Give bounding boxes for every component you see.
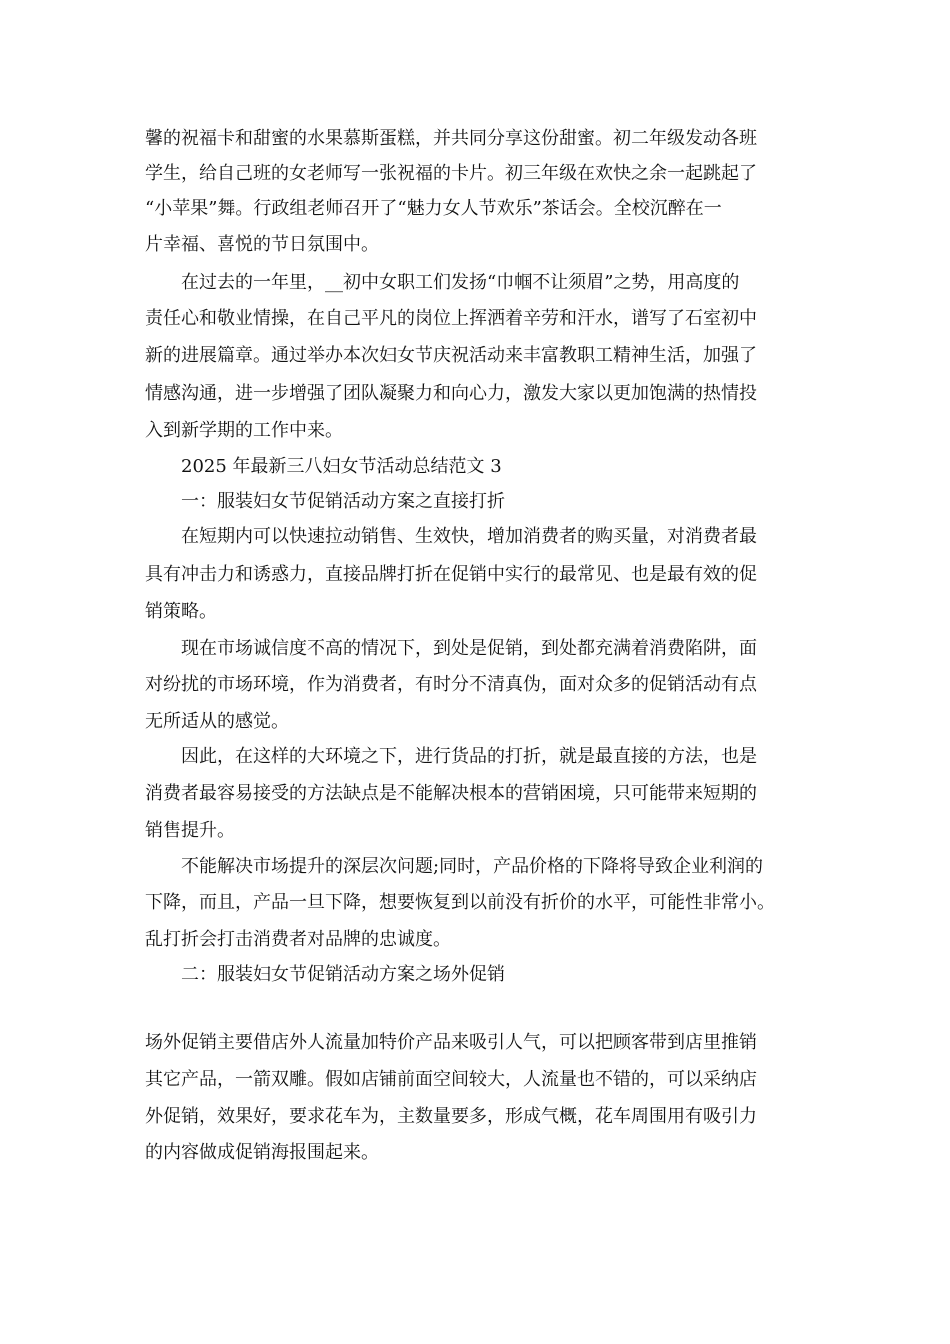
section-heading: 2025 年最新三八妇女节活动总结范文 3 <box>181 456 502 477</box>
paragraph-line: 不能解决市场提升的深层次问题;同时，产品价格的下降将导致企业利润的 <box>181 856 764 877</box>
paragraph-line: 现在市场诚信度不高的情况下，到处是促销，到处都充满着消费陷阱，面 <box>181 638 757 659</box>
paragraph-line: 责任心和敬业情操，在自己平凡的岗位上挥洒着辛劳和汗水，谱写了石室初中 <box>145 308 757 329</box>
paragraph-line: “小苹果”舞。行政组老师召开了“魅力女人节欢乐”茶话会。全校沉醉在一 <box>145 198 722 219</box>
paragraph-line: 场外促销主要借店外人流量加特价产品来吸引人气，可以把顾客带到店里推销 <box>145 1032 757 1053</box>
section-heading: 二：服装妇女节促销活动方案之场外促销 <box>181 964 505 985</box>
paragraph-line: 无所适从的感觉。 <box>145 711 289 732</box>
paragraph-line: 对纷扰的市场环境，作为消费者，有时分不清真伪，面对众多的促销活动有点 <box>145 674 757 695</box>
paragraph-line: 下降，而且，产品一旦下降，想要恢复到以前没有折价的水平，可能性非常小。 <box>145 892 775 913</box>
paragraph-line: 消费者最容易接受的方法缺点是不能解决根本的营销困境，只可能带来短期的 <box>145 783 757 804</box>
paragraph-line: 因此，在这样的大环境之下，进行货品的打折，就是最直接的方法，也是 <box>181 746 757 767</box>
paragraph-line: 在过去的一年里，__初中女职工们发扬“巾帼不让须眉”之势，用高度的 <box>181 272 740 293</box>
paragraph-line: 片幸福、喜悦的节日氛围中。 <box>145 234 379 255</box>
paragraph-line: 入到新学期的工作中来。 <box>145 420 343 441</box>
paragraph-line: 其它产品，一箭双雕。假如店铺前面空间较大，人流量也不错的，可以采纳店 <box>145 1069 757 1090</box>
paragraph-line: 馨的祝福卡和甜蜜的水果慕斯蛋糕，并共同分享这份甜蜜。初二年级发动各班 <box>145 128 757 149</box>
paragraph-line: 具有冲击力和诱惑力，直接品牌打折在促销中实行的最常见、也是最有效的促 <box>145 564 757 585</box>
paragraph-line: 销策略。 <box>145 601 217 622</box>
section-heading: 一：服装妇女节促销活动方案之直接打折 <box>181 491 505 512</box>
paragraph-line: 销售提升。 <box>145 820 235 841</box>
paragraph-line: 在短期内可以快速拉动销售、生效快，增加消费者的购买量，对消费者最 <box>181 526 757 547</box>
paragraph-line: 的内容做成促销海报围起来。 <box>145 1142 379 1163</box>
paragraph-line: 外促销，效果好，要求花车为，主数量要多，形成气概，花车周围用有吸引力 <box>145 1106 757 1127</box>
paragraph-line: 新的进展篇章。通过举办本次妇女节庆祝活动来丰富教职工精神生活，加强了 <box>145 345 757 366</box>
paragraph-line: 学生，给自己班的女老师写一张祝福的卡片。初三年级在欢快之余一起跳起了 <box>145 163 757 184</box>
paragraph-line: 情感沟通，进一步增强了团队凝聚力和向心力，激发大家以更加饱满的热情投 <box>145 383 757 404</box>
paragraph-line: 乱打折会打击消费者对品牌的忠诚度。 <box>145 929 451 950</box>
